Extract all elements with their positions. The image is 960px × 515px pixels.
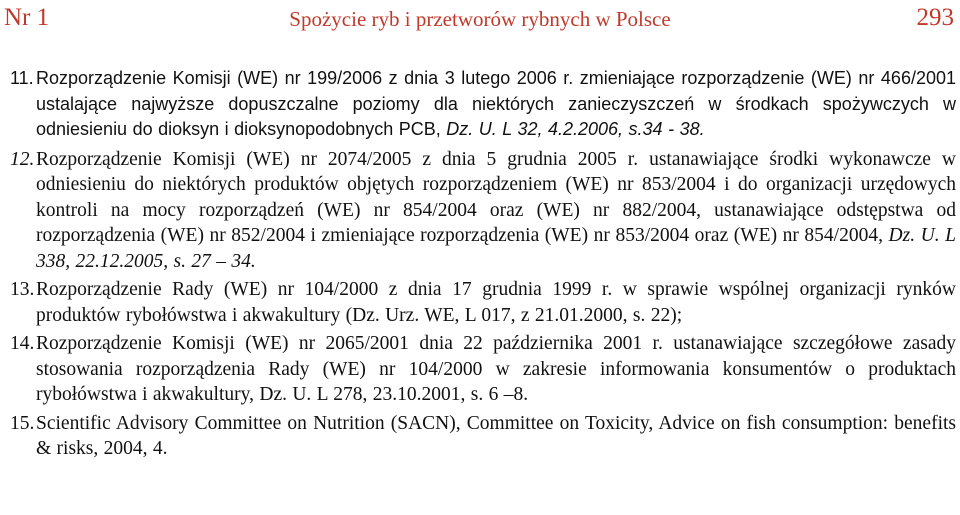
- reference-text: Rozporządzenie Komisji (WE) nr 2074/2005 z dnia 5 grudnia 2005 r. ustanawiające środki wykonawcze w odniesieniu do niektórych produktów objętych rozporządzeniem (WE) nr 853/2004 i do organizacji urzędowych kontroli na mocy rozporządzeń (WE) nr 854/2004 oraz (WE) nr 882/2004, ustanawiające odstępstwa od rozporządzenia (WE) nr 852/2004 i zmieniające rozporządzenia (WE) nr 853/2004 oraz (WE) nr 854/2004,: [36, 148, 956, 246]
- reference-item: [10, 147, 956, 275]
- reference-number: 14.: [10, 333, 35, 354]
- reference-text: Rozporządzenie Rady (WE) nr 104/2000 z dnia 17 grudnia 1999 r. w sprawie wspólnej organizacji rynków produktów rybołówstwa i akwakultury (Dz. Urz. WE, L 017, z 21.01.2000, s. 22);: [36, 279, 956, 326]
- reference-item: [10, 331, 956, 408]
- reference-text: Rozporządzenie Komisji (WE) nr 2065/2001 dnia 22 października 2001 r. ustanawiające szczegółowe zasady stosowania rozporządzenia Rady (WE) nr 104/2000 w zakresie informowania konsumentów o produktach rybołówstwa i akwakultury, Dz. U. L 278, 23.10.2001, s. 6 –8.: [36, 333, 956, 405]
- reference-list: [10, 66, 956, 462]
- reference-number: 12.: [10, 148, 35, 170]
- reference-number: 15.: [10, 412, 35, 434]
- running-title: Spożycie ryb i przetworów rybnych w Polsce: [289, 7, 671, 31]
- reference-item: [10, 411, 956, 462]
- running-header: [0, 0, 960, 36]
- reference-text: Scientific Advisory Committee on Nutrition (SACN), Committee on Toxicity, Advice on fish consumption: benefits & risks, 2004, 4.: [36, 412, 956, 459]
- reference-item: [10, 277, 956, 328]
- page-number: 293: [916, 4, 954, 31]
- reference-item: [10, 66, 956, 143]
- reference-text: Rozporządzenie Komisji (WE) nr 199/2006 z dnia 3 lutego 2006 r. zmieniające rozporządzenie (WE) nr 466/2001 ustalające najwyższe dopuszczalne poziomy dla niektórych zanieczyszczeń w środkach spożywczych w odniesieniu do dioksyn i dioksynopodobnych PCB,: [36, 68, 956, 139]
- reference-citation: Dz. U. L 338, 22.12.2005, s. 27 – 34.: [36, 225, 956, 272]
- journal-issue: Nr 1: [4, 4, 50, 31]
- reference-number: 11.: [10, 68, 34, 88]
- reference-number: 13.: [10, 279, 35, 300]
- reference-citation: Dz. U. L 32, 4.2.2006, s.34 - 38.: [446, 119, 705, 139]
